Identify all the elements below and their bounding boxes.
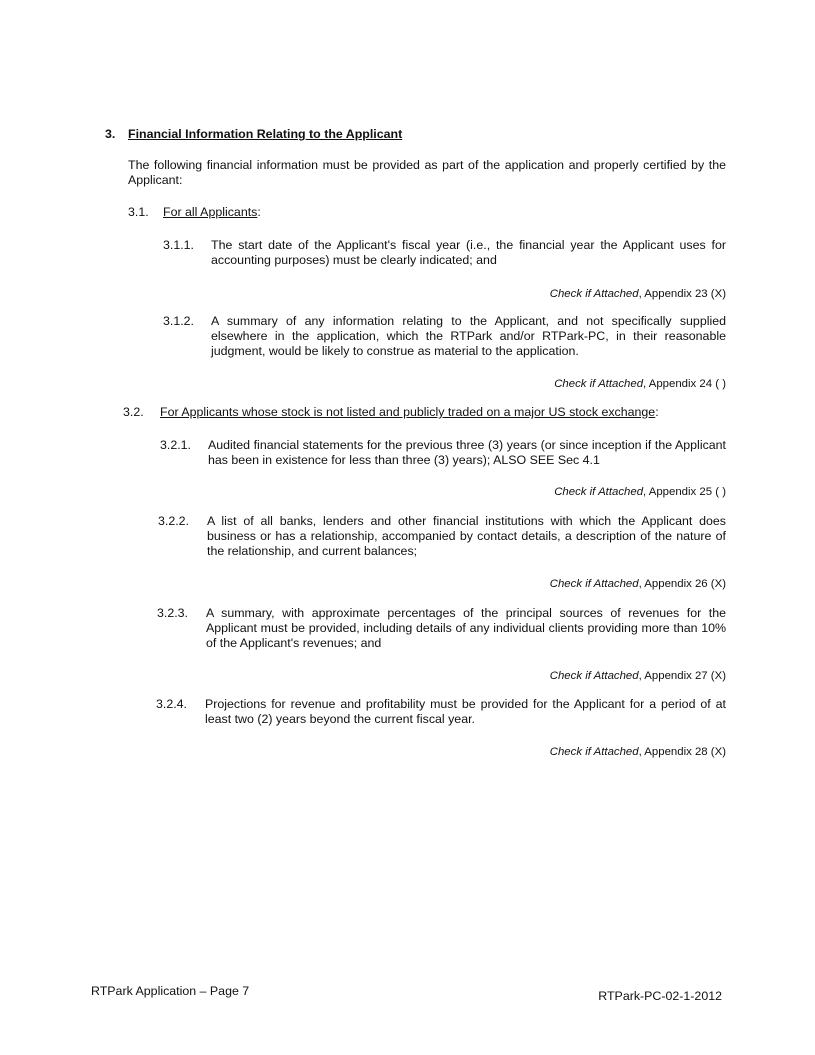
check-if-attached-label: Check if Attached [549, 578, 639, 590]
subsection-3-1-title [163, 205, 261, 220]
appendix-ref: , Appendix 24 ( ) [643, 378, 726, 390]
appendix-ref: , Appendix 27 (X) [638, 670, 726, 682]
item-3-1-2-text: A summary of any information relating to the Applicant, and not specifically supplied elsewhere in the application, which the RTPark and/or RTPark-PC, in their reasonable judgment, would be likely to construe as material to the application. [211, 314, 726, 358]
subsection-3-2-title-text: For Applicants whose stock is not listed and publicly traded on a major US stock exchange [160, 405, 656, 419]
subsection-3-2-title-colon: : [655, 405, 659, 419]
check-if-attached-label: Check if Attached [549, 288, 639, 300]
item-3-2-4-text: Projections for revenue and profitability must be provided for the Applicant for a period of at least two (2) years beyond the current fiscal year. [205, 697, 726, 726]
section-intro: The following financial information must be provided as part of the application and properly certified by the Applicant: [128, 158, 726, 187]
item-3-2-2-check [420, 577, 726, 592]
subsection-3-2-title [160, 405, 659, 420]
item-3-1-2-check [420, 377, 726, 392]
check-if-attached-label: Check if Attached [554, 378, 644, 390]
item-3-1-2-number: 3.1.2. [163, 314, 195, 328]
subsection-3-1-title-colon: : [257, 205, 261, 219]
subsection-3-1-number: 3.1. [128, 205, 149, 219]
item-3-2-4-check [420, 745, 726, 760]
footer-left: RTPark Application – Page 7 [91, 984, 250, 998]
item-3-2-3-number: 3.2.3. [157, 606, 189, 620]
item-3-2-2-number: 3.2.2. [158, 514, 190, 528]
section-number: 3. [105, 127, 116, 141]
item-3-1-1-check [420, 287, 726, 302]
item-3-2-1-text: Audited financial statements for the previous three (3) years (or since inception if the Applicant has been in existence for less than three (3) years); ALSO SEE Sec 4.1 [208, 438, 726, 467]
section-title: Financial Information Relating to the Applicant [128, 127, 403, 141]
item-3-2-3-check [420, 669, 726, 684]
item-3-2-3-text: A summary, with approximate percentages of the principal sources of revenues for the Applicant must be provided, including details of any individual clients providing more than 10% of the Applicant's revenues; and [206, 606, 726, 650]
item-3-1-1-text: The start date of the Applicant's fiscal year (i.e., the financial year the Applicant uses for accounting purposes) must be clearly indicated; and [211, 238, 726, 267]
item-3-2-2-text: A list of all banks, lenders and other financial institutions with which the Applicant does business or has a relationship, accompanied by contact details, a description of the nature of the relationship, and current balances; [207, 514, 726, 558]
check-if-attached-label: Check if Attached [554, 486, 644, 498]
appendix-ref: , Appendix 25 ( ) [643, 486, 726, 498]
appendix-ref: , Appendix 23 (X) [638, 288, 726, 300]
item-3-2-1-number: 3.2.1. [160, 438, 192, 452]
check-if-attached-label: Check if Attached [549, 746, 639, 758]
subsection-3-1-title-text: For all Applicants [163, 205, 258, 219]
item-3-2-4-number: 3.2.4. [156, 697, 188, 711]
item-3-2-1-check [420, 485, 726, 500]
footer-right: RTPark-PC-02-1-2012 [598, 989, 722, 1003]
subsection-3-2-number: 3.2. [123, 405, 144, 419]
appendix-ref: , Appendix 28 (X) [638, 746, 726, 758]
appendix-ref: , Appendix 26 (X) [638, 578, 726, 590]
check-if-attached-label: Check if Attached [549, 670, 639, 682]
item-3-1-1-number: 3.1.1. [163, 238, 195, 252]
